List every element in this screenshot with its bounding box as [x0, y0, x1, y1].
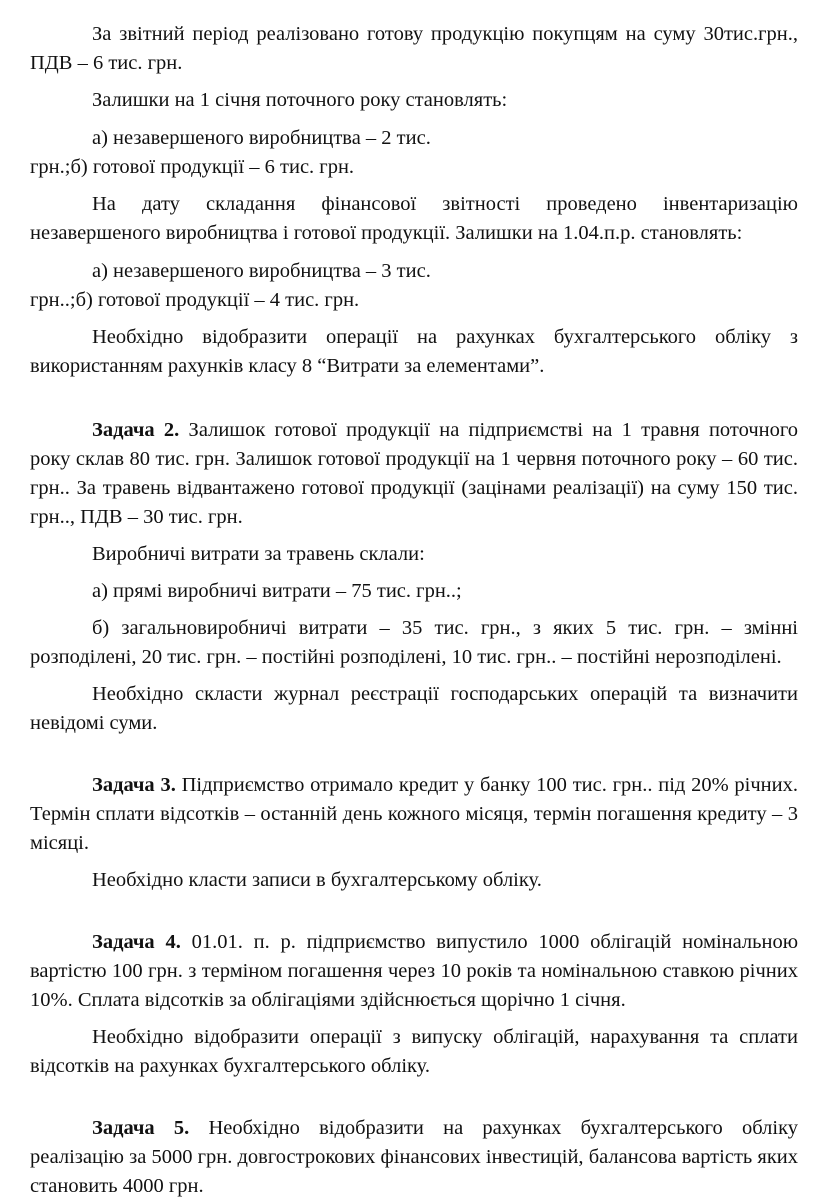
paragraph-balances-jan: Залишки на 1 січня поточного року становлять:	[92, 89, 508, 111]
task-3-paragraph	[30, 771, 798, 858]
task-5-label: Задача 5.	[92, 1117, 190, 1139]
task-5-text: Необхідно відобразити на рахунках бухгалтерського обліку реалізацію за 5000 грн. довгострокових фінансових інвестицій, балансова вартість яких становить 4000 грн.	[30, 1117, 798, 1197]
task-4-label: Задача 4.	[92, 931, 181, 953]
task-2-direct-costs: а) прямі виробничі витрати – 75 тис. грн..;	[92, 580, 462, 602]
task-3-instruction: Необхідно класти записи в бухгалтерському обліку.	[92, 869, 542, 891]
document-page	[30, 20, 798, 1201]
task-2-costs-heading: Виробничі витрати за травень склали:	[92, 543, 425, 565]
task-5-paragraph	[30, 1114, 798, 1201]
paragraph-task1-instruction: Необхідно відобразити операції на рахунках бухгалтерського обліку з використанням рахунків класу 8 “Витрати за елементами”.	[30, 326, 798, 377]
task-2-paragraph	[30, 416, 798, 532]
task-2-instruction: Необхідно скласти журнал реєстрації господарських операцій та визначити невідомі суми.	[30, 683, 798, 734]
paragraph-finished-jan: грн.;б) готової продукції – 6 тис. грн.	[30, 156, 355, 178]
task-2-label: Задача 2.	[92, 419, 180, 441]
task-2-text: Залишок готової продукції на підприємстві на 1 травня поточного року склав 80 тис. грн. Залишок готової продукції на 1 червня поточного року – 60 тис. грн.. За травень відвантажено готової продукції (зацінами реалізації) на суму 150 тис. грн.., ПДВ – 30 тис. грн.	[30, 419, 799, 528]
paragraph-finished-apr: грн..;б) готової продукції – 4 тис. грн.	[30, 289, 360, 311]
task-2-overhead-costs: б) загальновиробничі витрати – 35 тис. грн., з яких 5 тис. грн. – змінні розподілені, 20 тис. грн. – постійні розподілені, 10 тис. грн.. – постійні нерозподілені.	[30, 617, 798, 668]
task-3-text: Підприємство отримало кредит у банку 100 тис. грн.. під 20% річних. Термін сплати відсотків – останній день кожного місяця, термін погашення кредиту – 3 місяці.	[30, 774, 798, 854]
task-3-label: Задача 3.	[92, 774, 176, 796]
task-4-instruction: Необхідно відобразити операції з випуску облігацій, нарахування та сплати відсотків на рахунках бухгалтерського обліку.	[30, 1026, 798, 1077]
paragraph-wip-jan: а) незавершеного виробництва – 2 тис.	[92, 127, 431, 149]
task-4-paragraph	[30, 928, 798, 1015]
paragraph-sales: За звітний період реалізовано готову продукцію покупцям на суму 30тис.грн., ПДВ – 6 тис. грн.	[30, 23, 798, 74]
task-4-text: 01.01. п. р. підприємство випустило 1000 облігацій номінальною вартістю 100 грн. з терміном погашення через 10 років та номінальною ставкою річних 10%. Сплата відсотків за облігаціями здійснюється щорічно 1 січня.	[30, 931, 799, 1011]
paragraph-inventory: На дату складання фінансової звітності проведено інвентаризацію незавершеного виробництва і готової продукції. Залишки на 1.04.п.р. становлять:	[30, 193, 798, 244]
paragraph-wip-apr: а) незавершеного виробництва – 3 тис.	[92, 260, 431, 282]
